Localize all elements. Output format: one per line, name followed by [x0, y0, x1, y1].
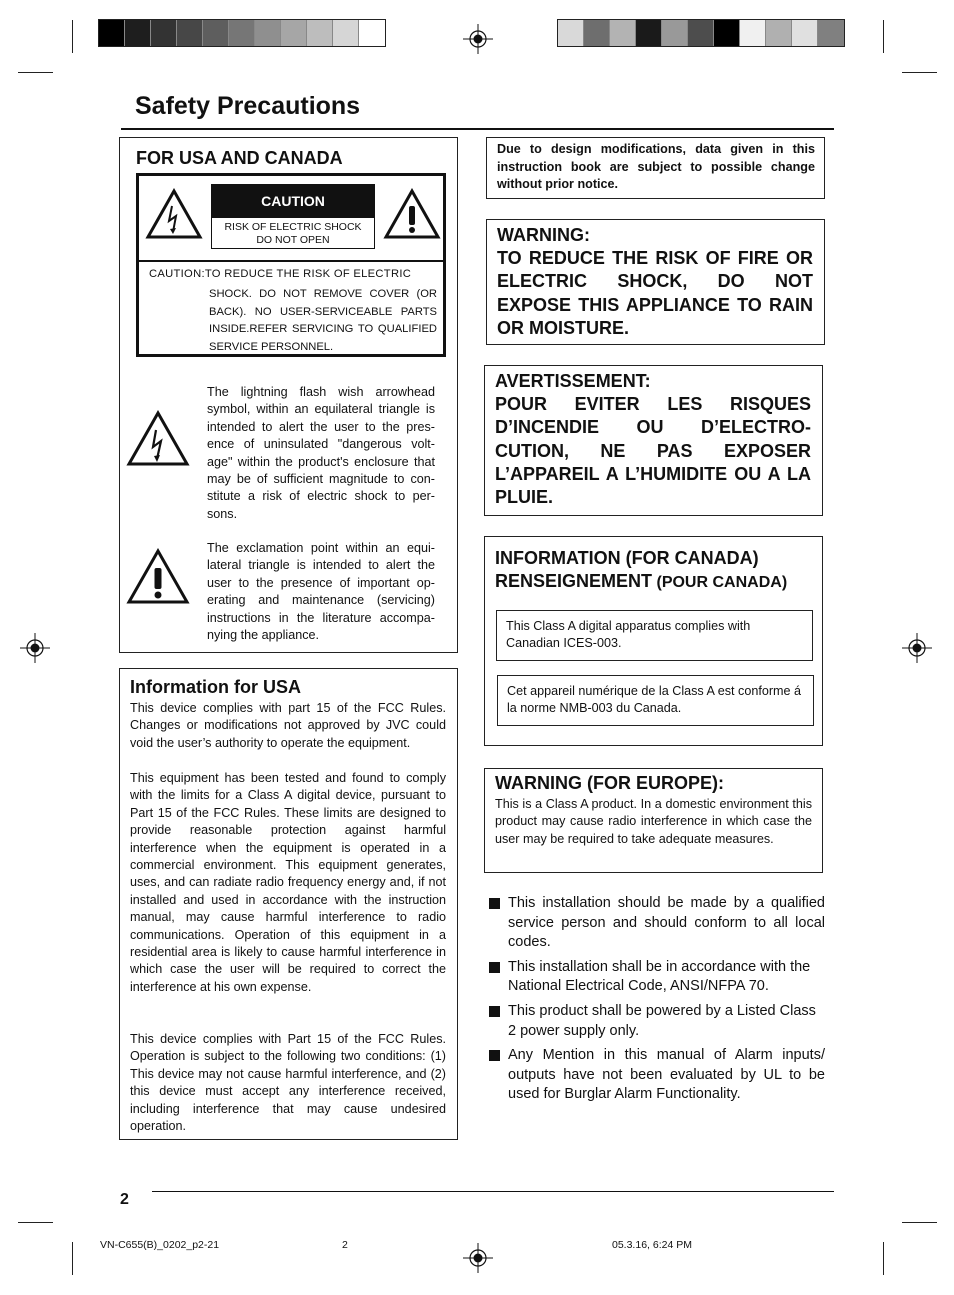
lightning-description: The lightning flash wish arrowhead symbol, within an equilateral triangle is intended to alert the user to the pres-ence of uninsulated "dangerous volt-age" within the product's enclosure that may be of sufficient magnitude to con-stitute a risk of electric shock to per-sons.: [207, 385, 435, 521]
europe-warning-box: [484, 768, 823, 873]
usa-info-heading: Information for USA: [130, 677, 301, 697]
bullet-square-icon: [489, 898, 500, 909]
color-swatch: [177, 20, 203, 46]
bullet-square-icon: [489, 1006, 500, 1017]
color-swatch: [99, 20, 125, 46]
color-swatch: [203, 20, 229, 46]
canada-info-section: [484, 536, 823, 746]
canada-heading-fr-sub: (POUR CANADA): [656, 574, 788, 591]
footer-page: 2: [342, 1239, 348, 1251]
caution-divider: [139, 260, 443, 262]
page-title: Safety Precautions: [135, 92, 361, 120]
crop-mark: [902, 72, 937, 73]
crop-mark: [883, 20, 884, 53]
warning-body: TO REDUCE THE RISK OF FIRE OR ELECTRIC SHOCK, DO NOT EXPOSE THIS APPLIANCE TO RAIN OR MOISTURE.: [497, 248, 813, 338]
color-swatch: [766, 20, 792, 46]
canada-fr-box: [497, 675, 814, 726]
usa-info-p3: This device complies with Part 15 of the FCC Rules. Operation is subject to the following two conditions: (1) This device may not cause harmful interference, and (2) this device must accept any interference received, including interference that may cause undesired operation.: [130, 1032, 446, 1134]
list-item-text: This installation should be made by a qualified service person and should conform to all local codes.: [508, 895, 825, 951]
color-swatch: [662, 20, 688, 46]
color-bar-left: [98, 19, 386, 47]
exclamation-symbol-icon: [126, 548, 190, 606]
exclamation-warning-icon: [383, 188, 441, 240]
color-swatch: [714, 20, 740, 46]
color-swatch: [584, 20, 610, 46]
design-notice-box: [486, 137, 825, 199]
avertissement-body: POUR EVITER LES RISQUES D’INCENDIE OU D’ELECTRO-CUTION, NE PAS EXPOSER L’APPAREIL A L’HUMIDITE OU A LA PLUIE.: [495, 394, 811, 508]
registration-mark-icon: [463, 1243, 493, 1273]
canada-en-text: This Class A digital apparatus complies with Canadian ICES-003.: [506, 619, 751, 651]
crop-mark: [72, 20, 73, 53]
lightning-symbol-icon: [126, 410, 190, 468]
avertissement-heading: AVERTISSEMENT:: [495, 371, 651, 391]
color-swatch: [255, 20, 281, 46]
color-swatch: [792, 20, 818, 46]
footer-date: 05.3.16, 6:24 PM: [612, 1239, 692, 1251]
canada-fr-text: Cet appareil numérique de la Class A est conforme á la norme NMB-003 du Canada.: [507, 684, 802, 716]
color-bar-right: [557, 19, 845, 47]
registration-mark-icon: [902, 633, 932, 663]
canada-en-box: [496, 610, 813, 661]
color-swatch: [229, 20, 255, 46]
list-item-text: This product shall be powered by a Listed Class 2 power supply only.: [508, 1002, 816, 1039]
caution-text-line1: CAUTION:TO REDUCE THE RISK OF ELECTRIC: [149, 268, 412, 280]
color-swatch: [125, 20, 151, 46]
usa-info-section: [119, 668, 458, 1140]
color-swatch: [818, 20, 844, 46]
caution-text-rest: SHOCK. DO NOT REMOVE COVER (OR BACK). NO USER-SERVICEABLE PARTS INSIDE.REFER SERVICING TO QUALIFIED SERVICE PERSONNEL.: [209, 288, 437, 353]
avertissement-box: [484, 365, 823, 516]
warning-box: [486, 219, 825, 345]
bullet-square-icon: [489, 962, 500, 973]
caution-panel: [136, 173, 446, 357]
usa-canada-heading: FOR USA AND CANADA: [136, 148, 343, 168]
color-swatch: [610, 20, 636, 46]
list-item-text: This installation shall be in accordance with the National Electrical Code, ANSI/NFPA 70.: [508, 958, 811, 995]
color-swatch: [359, 20, 385, 46]
installation-notes-list: [487, 894, 825, 1110]
lightning-warning-icon: [145, 188, 203, 240]
list-item: [487, 958, 825, 997]
page-number: 2: [120, 1191, 129, 1208]
usa-canada-section: [119, 137, 458, 653]
canada-heading-fr: [495, 571, 787, 592]
title-rule: [121, 128, 834, 130]
europe-heading: WARNING (FOR EUROPE):: [495, 773, 724, 793]
crop-mark: [883, 1242, 884, 1275]
color-swatch: [688, 20, 714, 46]
warning-heading: WARNING:: [497, 225, 590, 245]
list-item: [487, 894, 825, 953]
list-item: [487, 1046, 825, 1105]
crop-mark: [18, 1222, 53, 1223]
caution-sublabel: RISK OF ELECTRIC SHOCK DO NOT OPEN: [224, 221, 362, 246]
list-item: [487, 1002, 825, 1041]
footer-rule: [152, 1191, 834, 1192]
bullet-square-icon: [489, 1050, 500, 1061]
registration-mark-icon: [463, 24, 493, 54]
color-swatch: [307, 20, 333, 46]
footer-file-name: VN-C655(B)_0202_p2-21: [100, 1239, 220, 1251]
color-swatch: [636, 20, 662, 46]
exclamation-description: The exclamation point within an equi-lateral triangle is intended to alert the user to the presence of important op-erating and maintenance (servicing) instructions in the literature accompa-nying the appliance.: [207, 541, 435, 643]
usa-info-p1: This device complies with part 15 of the FCC Rules. Changes or modifications not approved by JVC could void the user’s authority to operate the equipment.: [130, 701, 446, 750]
color-swatch: [281, 20, 307, 46]
color-swatch: [151, 20, 177, 46]
usa-info-p2: This equipment has been tested and found to comply with the limits for a Class A digital device, pursuant to Part 15 of the FCC Rules. These limits are designed to provide reasonable protection against harmful interference when the equipment is operated in a commercial environment. This equipment generates, uses, and can radiate radio frequency energy and, if not installed and used in accordance with the instruction manual, may cause harmful interference to radio communications. Operation of this equipment in a residential area is likely to cause harmful interference in which case the user will be required to correct the interference at his own expense.: [130, 771, 446, 994]
list-item-text: Any Mention in this manual of Alarm inputs/ outputs have not been evaluated by UL to be used for Burglar Alarm Functionality.: [508, 1047, 825, 1103]
canada-heading-en: INFORMATION (FOR CANADA): [495, 548, 759, 568]
crop-mark: [18, 72, 53, 73]
crop-mark: [72, 1242, 73, 1275]
design-notice: Due to design modifications, data given in this instruction book are subject to possible change without prior notice.: [497, 142, 815, 191]
caution-label: CAUTION: [212, 185, 374, 218]
europe-body: This is a Class A product. In a domestic environment this product may cause radio interference in which case the user may be required to take adequate measures.: [495, 797, 812, 846]
color-swatch: [333, 20, 359, 46]
registration-mark-icon: [20, 633, 50, 663]
color-swatch: [740, 20, 766, 46]
crop-mark: [902, 1222, 937, 1223]
color-swatch: [558, 20, 584, 46]
canada-heading-fr-main: RENSEIGNEMENT: [495, 571, 653, 591]
caution-label-box: [211, 184, 375, 249]
